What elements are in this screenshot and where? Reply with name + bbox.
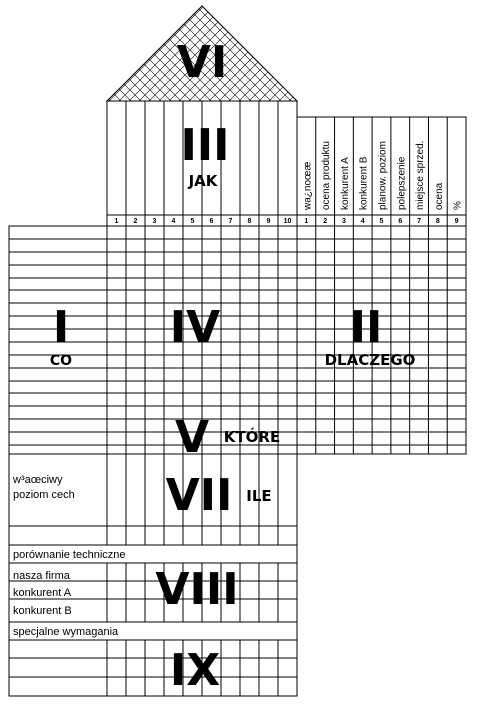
why-numeral: II: [349, 302, 383, 353]
howmuch-word: ILE: [246, 487, 272, 505]
why-column-header: miejsce sprzed.: [415, 140, 427, 210]
how-column-number: 8: [247, 218, 252, 225]
why-column-number: 4: [360, 218, 365, 225]
how-column-number: 5: [190, 218, 195, 225]
special-title: specjalne wymagania: [13, 626, 119, 638]
relations-numeral: IV: [169, 302, 221, 353]
why-column-number: 3: [341, 218, 346, 225]
howmuch-label-line2: poziom cech: [13, 489, 75, 501]
why-column-header: ocena produktu: [321, 141, 333, 210]
why-column-number: 7: [417, 218, 422, 225]
why-column-number: 5: [379, 218, 384, 225]
how-word: JAK: [188, 172, 218, 190]
how-numeral: III: [180, 120, 230, 171]
how-column-number: 1: [114, 218, 119, 225]
howmuch-numeral: VII: [165, 470, 233, 521]
how-column-number: 3: [152, 218, 157, 225]
tech-title: porównanie techniczne: [13, 549, 126, 561]
tech-numeral: VIII: [155, 564, 239, 615]
why-column-number: 8: [435, 218, 440, 225]
why-word: DLACZEGO: [324, 351, 416, 369]
howmuch-label-line1: w³aœciwy: [13, 474, 63, 486]
what-word: CO: [49, 353, 73, 369]
main-body-frame: [9, 226, 466, 454]
why-column-header: %: [452, 201, 464, 210]
why-column-header: polepszenie: [396, 156, 408, 210]
column-numbers: [115, 218, 459, 225]
why-column-header: planow. poziom: [377, 141, 389, 210]
why-column-header: konkurent A: [339, 157, 351, 210]
why-column-number: 6: [398, 218, 403, 225]
which-numeral: V: [174, 412, 210, 463]
how-column-number: 9: [266, 218, 271, 225]
why-column-number: 2: [323, 218, 328, 225]
why-column-number: 1: [304, 218, 309, 225]
how-column-number: 4: [171, 218, 176, 225]
which-word: KTÓRE: [223, 428, 281, 446]
tech-row-our-company: nasza firma: [13, 570, 70, 582]
roof-numeral: VI: [176, 37, 228, 88]
tech-row-competitor-b: konkurent B: [13, 605, 72, 617]
how-column-number: 2: [133, 218, 138, 225]
special-numeral: IX: [169, 645, 221, 696]
how-column-number: 7: [228, 218, 233, 225]
how-column-number: 6: [209, 218, 214, 225]
how-column-number: 10: [283, 218, 292, 225]
why-column-headers: [302, 141, 463, 211]
why-column-header: wa¿noœæ: [302, 161, 314, 210]
why-column-header: konkurent B: [358, 156, 370, 210]
tech-row-competitor-a: konkurent A: [13, 587, 72, 599]
what-numeral: I: [52, 302, 70, 353]
why-column-number: 9: [454, 218, 459, 225]
why-column-header: ocena: [433, 182, 445, 210]
